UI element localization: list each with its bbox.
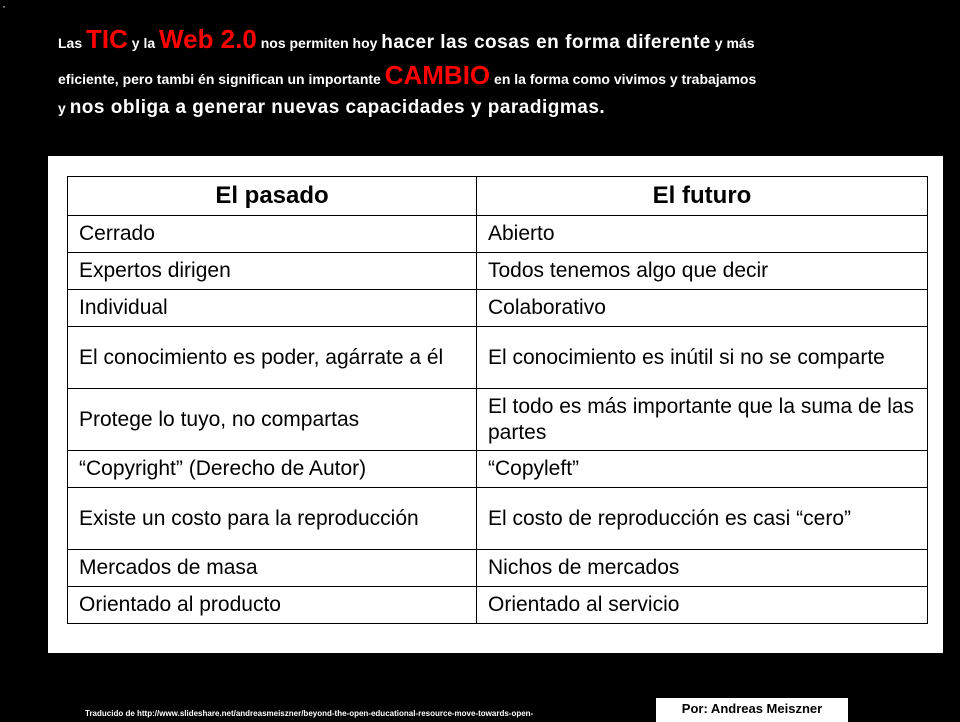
table-cell: Mercados de masa: [68, 550, 477, 587]
table-cell: Protege lo tuyo, no compartas: [68, 389, 477, 451]
table-cell: Abierto: [477, 216, 928, 253]
headline-line-1: [58, 26, 754, 52]
table-cell: Cerrado: [68, 216, 477, 253]
table-row: [68, 327, 928, 389]
headline-line-3: [58, 98, 605, 117]
column-header-past: El pasado: [68, 177, 477, 216]
table-cell: Orientado al producto: [68, 587, 477, 624]
comparison-table: [67, 176, 928, 624]
table-cell: “Copyright” (Derecho de Autor): [68, 451, 477, 488]
headline-text: nos permiten hoy: [256, 35, 382, 51]
corner-dot: ·: [2, 0, 6, 13]
headline-text: y la: [127, 35, 160, 51]
table-cell: “Copyleft”: [477, 451, 928, 488]
headline-emphasis: hacer las cosas en forma diferente: [381, 32, 711, 53]
headline-text: Las: [58, 35, 87, 51]
headline-line-2: [58, 62, 756, 88]
table-cell: Existe un costo para la reproducción: [68, 488, 477, 550]
table-cell: El conocimiento es poder, agárrate a él: [68, 327, 477, 389]
headline-period: .: [599, 97, 606, 118]
author-badge: Por: Andreas Meiszner: [656, 698, 848, 722]
table-row: [68, 550, 928, 587]
table-cell: Colaborativo: [477, 290, 928, 327]
table-header-row: [68, 177, 928, 216]
table-cell: Nichos de mercados: [477, 550, 928, 587]
table-row: [68, 253, 928, 290]
headline-text: en la forma como vivimos y trabajamos: [490, 71, 757, 87]
table-cell: El todo es más importante que la suma de las partes: [477, 389, 928, 451]
headline-highlight-web20: Web 2.0: [159, 24, 257, 54]
table-row: [68, 488, 928, 550]
comparison-panel: [48, 156, 943, 653]
table-row: [68, 587, 928, 624]
table-cell: El conocimiento es inútil si no se comparte: [477, 327, 928, 389]
column-header-future: El futuro: [477, 177, 928, 216]
headline-text: y más: [710, 35, 755, 51]
table-row: [68, 216, 928, 253]
headline-highlight-tic: TIC: [86, 24, 128, 54]
headline-emphasis: nos obliga a generar nuevas capacidades y paradigmas: [69, 97, 600, 118]
headline-text: y: [58, 100, 70, 116]
table-row: [68, 389, 928, 451]
table-cell: Individual: [68, 290, 477, 327]
table-cell: Todos tenemos algo que decir: [477, 253, 928, 290]
table-cell: El costo de reproducción es casi “cero”: [477, 488, 928, 550]
table-row: [68, 290, 928, 327]
headline-highlight-cambio: CAMBIO: [384, 60, 491, 90]
table-row: [68, 451, 928, 488]
headline-text: eficiente, pero tambi én significan un importante: [58, 71, 385, 87]
source-credit: Traducido de http://www.slideshare.net/andreasmeiszner/beyond-the-open-educational-resource-move-towards-open-: [85, 709, 534, 718]
table-cell: Orientado al servicio: [477, 587, 928, 624]
table-cell: Expertos dirigen: [68, 253, 477, 290]
